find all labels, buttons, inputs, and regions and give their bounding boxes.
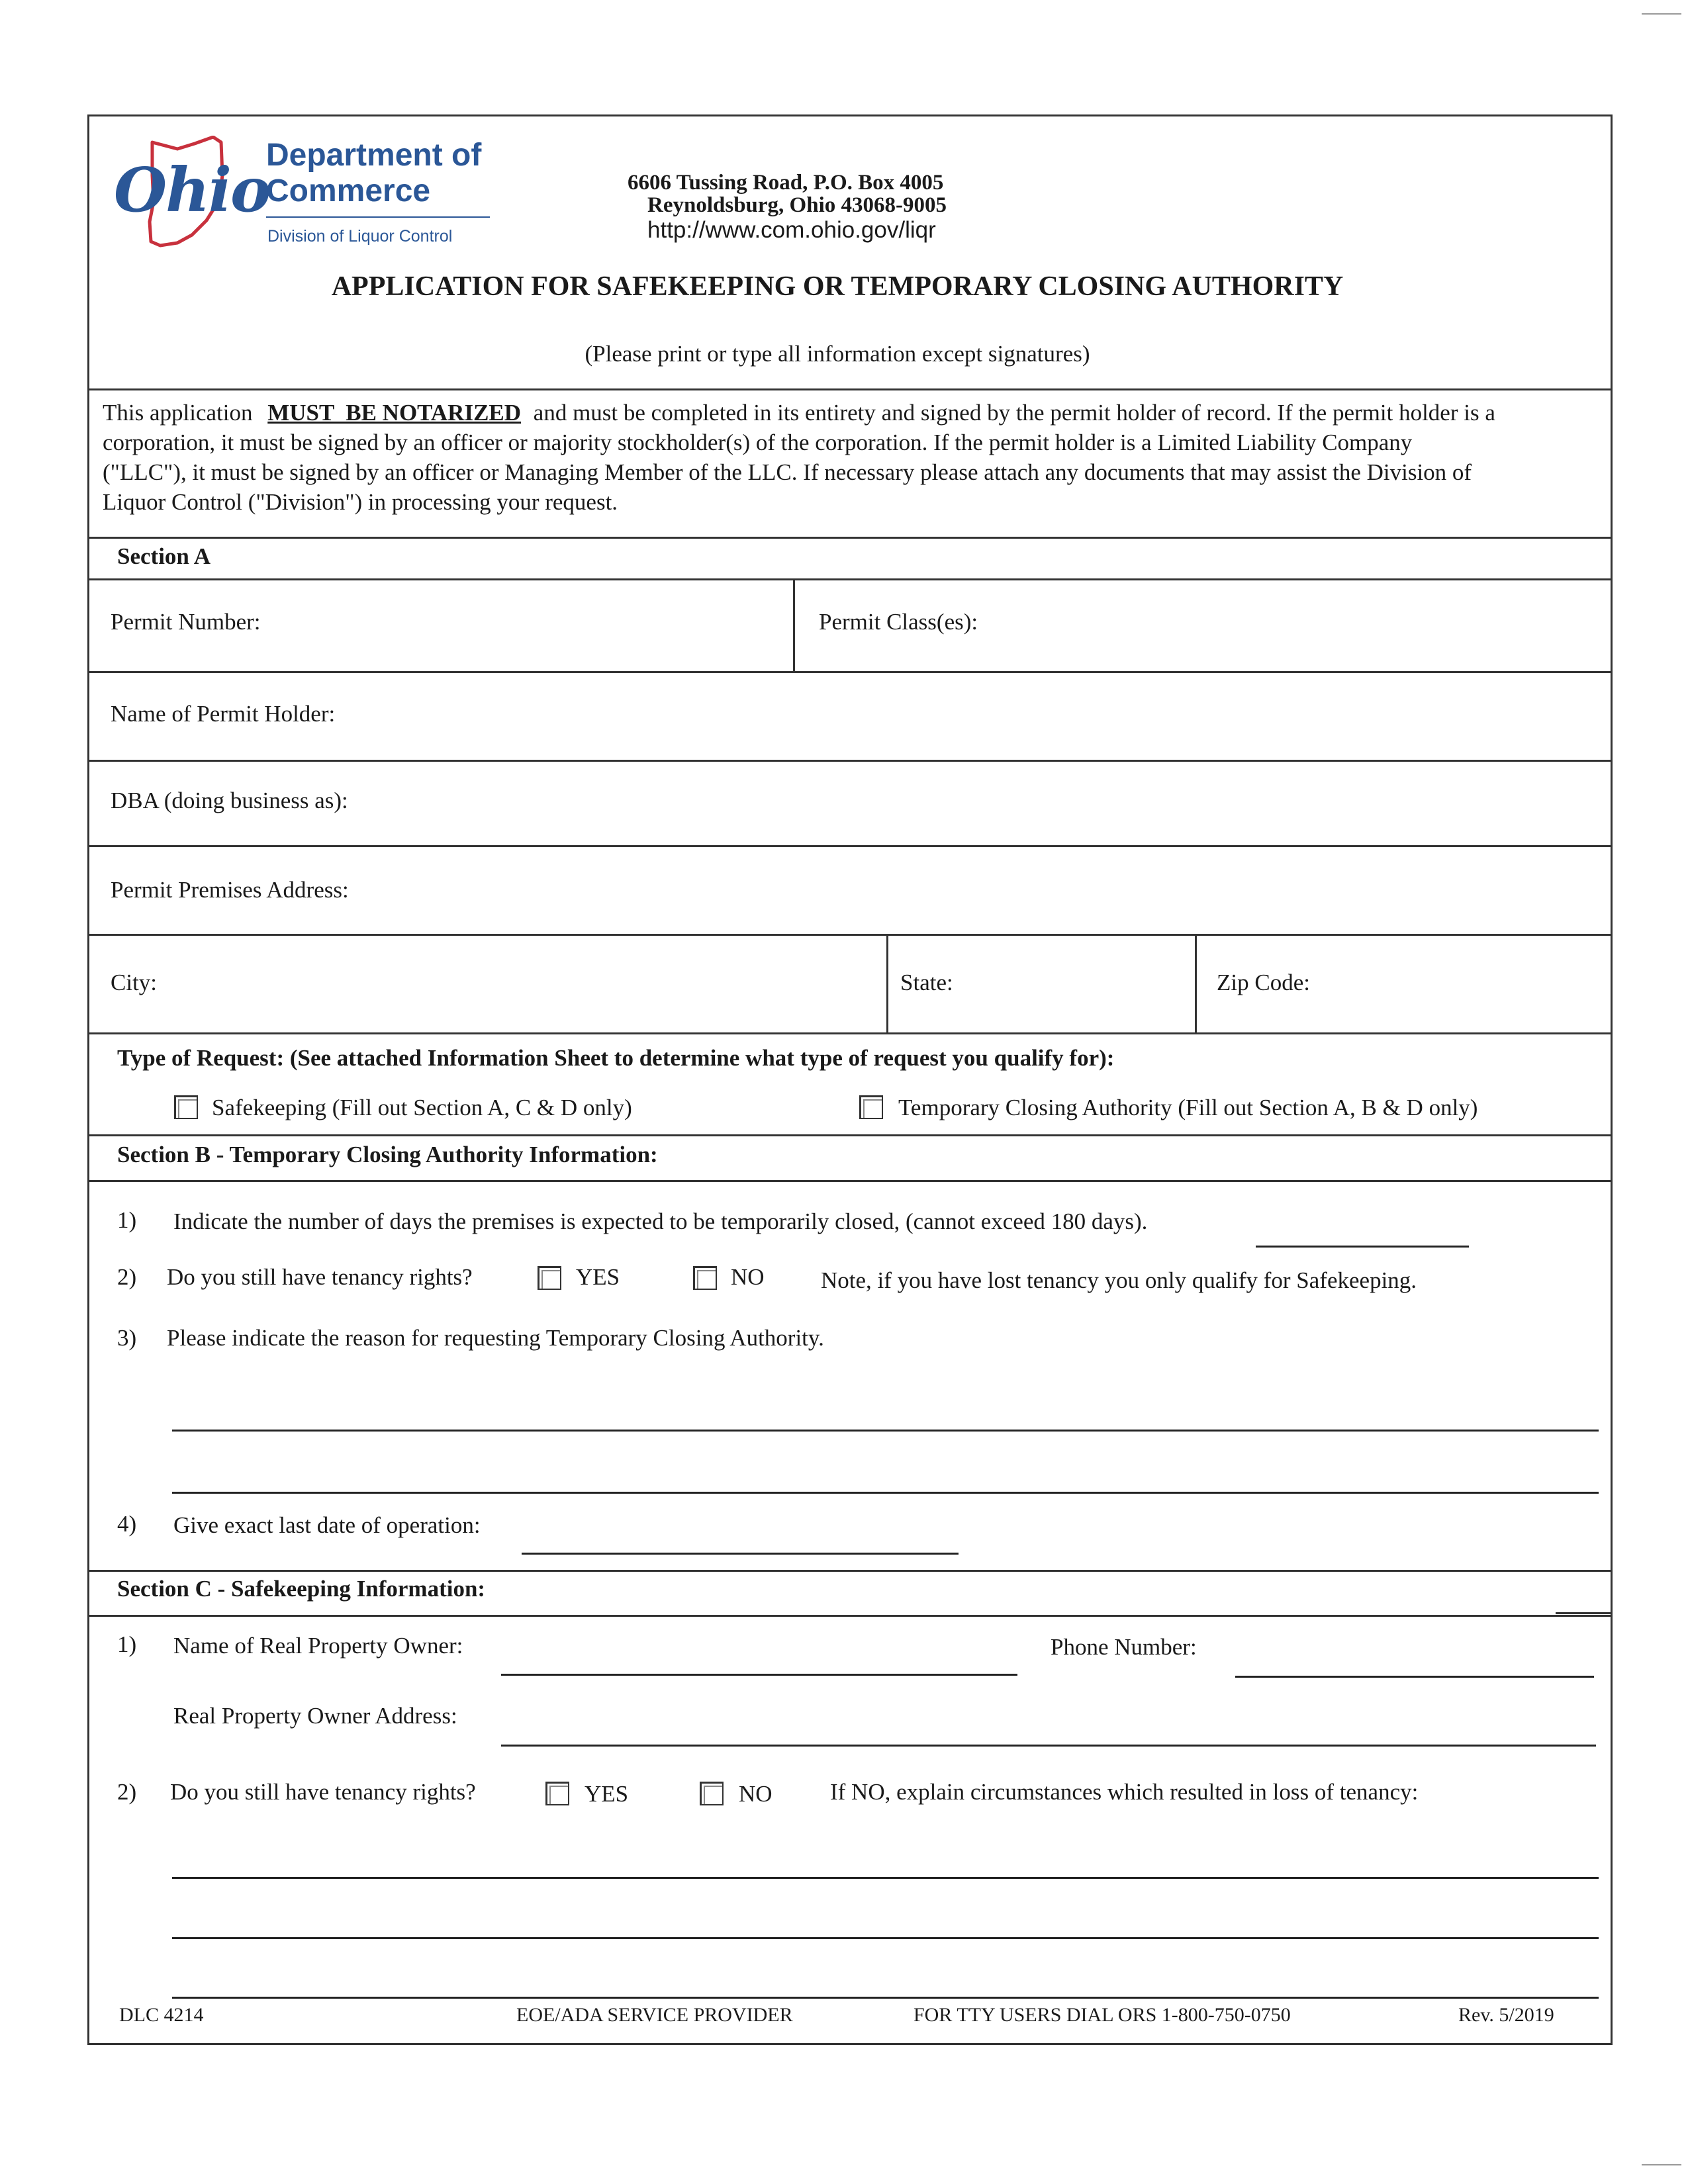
premises-address-field[interactable] [384, 855, 1602, 928]
footer-tty: FOR TTY USERS DIAL ORS 1-800-750-0750 [914, 2004, 1291, 2026]
footer-revision: Rev. 5/2019 [1458, 2004, 1554, 2026]
holder-name-field[interactable] [371, 682, 1602, 754]
page-edge-mark-top [1642, 13, 1681, 15]
page-title: APPLICATION FOR SAFEKEEPING OR TEMPORARY CLOSING AUTHORITY [331, 271, 1344, 302]
intro-line-4: Liquor Control ("Division") in processing your request. [103, 489, 618, 515]
ohio-script-logo: Ohio [114, 154, 270, 226]
zip-code-field[interactable] [1324, 943, 1602, 1029]
divider-section-c-accent [1556, 1612, 1613, 1614]
address-url[interactable]: http://www.com.ohio.gov/liqr [647, 217, 936, 243]
section-b-q3-number: 3) [117, 1325, 137, 1351]
days-closed-input[interactable] [1256, 1246, 1469, 1248]
last-date-input[interactable] [522, 1553, 959, 1555]
divider-city-row [87, 1032, 1613, 1034]
divider-header [87, 388, 1613, 390]
notarized-emphasis: MUST BE NOTARIZED [267, 400, 522, 426]
page-edge-mark-bottom [1642, 2164, 1681, 2165]
section-b-q2-number: 2) [117, 1264, 137, 1290]
divider-dba-row [87, 845, 1613, 847]
divider-section-a [87, 578, 1613, 580]
section-b-q3-text: Please indicate the reason for requesting Temporary Closing Authority. [167, 1325, 824, 1351]
division-label: Division of Liquor Control [267, 227, 453, 246]
owner-address-input[interactable] [501, 1745, 1596, 1747]
intro-line-1 [103, 401, 1495, 424]
divider-permit-row [87, 671, 1613, 673]
divider-section-b [87, 1180, 1613, 1182]
divider-intro [87, 537, 1613, 539]
city-label: City: [111, 970, 158, 995]
dba-field[interactable] [384, 768, 1602, 841]
section-c-yes-label: YES [585, 1781, 629, 1807]
permit-class-field[interactable] [1000, 589, 1602, 662]
section-c-no-label: NO [739, 1781, 773, 1807]
permit-number-field[interactable] [311, 589, 781, 662]
divider-holder-row [87, 760, 1613, 762]
tenancy-explanation-line-1[interactable] [172, 1877, 1599, 1879]
dba-label: DBA (doing business as): [111, 788, 348, 813]
ohio-logo [114, 136, 498, 255]
temporary-closing-label: Temporary Closing Authority (Fill out Section A, B & D only) [898, 1095, 1478, 1120]
address-city: Reynoldsburg, Ohio 43068-9005 [647, 193, 947, 217]
section-a-heading: Section A [117, 543, 211, 569]
address-street: 6606 Tussing Road, P.O. Box 4005 [628, 171, 944, 195]
reason-input-line-1[interactable] [172, 1430, 1599, 1432]
permit-number-label: Permit Number: [111, 609, 261, 635]
section-b-no-label: NO [731, 1264, 765, 1290]
section-c-q1-number: 1) [117, 1631, 137, 1657]
page-subtitle: (Please print or type all information except signatures) [585, 341, 1090, 367]
section-b-q4-number: 4) [117, 1511, 137, 1537]
intro-line-1-rest: and must be completed in its entirety and signed by the permit holder of record. If the permit holder is a [533, 400, 1495, 426]
divider-address-row [87, 934, 1613, 936]
section-b-yes-checkbox[interactable] [538, 1266, 561, 1290]
section-c-yes-checkbox[interactable] [545, 1782, 569, 1805]
section-c-q2-number: 2) [117, 1779, 137, 1805]
section-c-heading: Section C - Safekeeping Information: [117, 1576, 486, 1602]
city-state-divider [886, 934, 888, 1033]
footer-form-id: DLC 4214 [119, 2004, 204, 2026]
owner-name-input[interactable] [501, 1674, 1017, 1676]
section-b-yes-label: YES [576, 1264, 620, 1290]
logo-divider [266, 216, 490, 218]
holder-name-label: Name of Permit Holder: [111, 701, 336, 727]
zip-code-label: Zip Code: [1217, 970, 1310, 995]
section-b-heading: Section B - Temporary Closing Authority Information: [117, 1142, 658, 1167]
state-zip-divider [1195, 934, 1197, 1033]
commerce-label: Commerce [266, 173, 431, 208]
section-c-no-checkbox[interactable] [700, 1782, 724, 1805]
section-c-q2-note: If NO, explain circumstances which resulted in loss of tenancy: [830, 1779, 1419, 1805]
request-type-heading: Type of Request: (See attached Information Sheet to determine what type of request you qualify for): [117, 1045, 1115, 1071]
reason-input-line-2[interactable] [172, 1492, 1599, 1494]
intro-prefix: This application [103, 400, 253, 426]
intro-line-3: ("LLC"), it must be signed by an officer or Managing Member of the LLC. If necessary please attach any documents that may assist the Division of [103, 459, 1472, 485]
section-b-q4-text: Give exact last date of operation: [173, 1512, 481, 1538]
temporary-closing-checkbox[interactable] [859, 1095, 883, 1119]
permit-class-label: Permit Class(es): [819, 609, 978, 635]
section-b-q2-text: Do you still have tenancy rights? [167, 1264, 473, 1290]
owner-address-label: Real Property Owner Address: [173, 1703, 457, 1729]
state-field[interactable] [973, 943, 1185, 1029]
divider-request-type [87, 1134, 1613, 1136]
state-label: State: [900, 970, 953, 995]
section-b-q1-number: 1) [117, 1207, 137, 1233]
divider-section-b-end [87, 1570, 1613, 1572]
section-b-q2-note: Note, if you have lost tenancy you only qualify for Safekeeping. [821, 1267, 1417, 1293]
permit-row-divider [793, 578, 795, 672]
safekeeping-label: Safekeeping (Fill out Section A, C & D only) [212, 1095, 632, 1120]
department-of-label: Department of [266, 138, 482, 173]
footer-eoe: EOE/ADA SERVICE PROVIDER [516, 2004, 793, 2026]
safekeeping-checkbox[interactable] [174, 1095, 198, 1119]
phone-number-label: Phone Number: [1051, 1634, 1197, 1660]
divider-section-c [87, 1615, 1613, 1617]
section-c-q2-text: Do you still have tenancy rights? [170, 1779, 476, 1805]
owner-name-label: Name of Real Property Owner: [173, 1633, 463, 1659]
city-field[interactable] [172, 943, 874, 1029]
premises-address-label: Permit Premises Address: [111, 877, 349, 903]
section-b-no-checkbox[interactable] [693, 1266, 717, 1290]
phone-number-input[interactable] [1235, 1676, 1594, 1678]
section-b-q1-text: Indicate the number of days the premises is expected to be temporarily closed, (cannot exceed 180 days). [173, 1208, 1148, 1234]
tenancy-explanation-line-2[interactable] [172, 1937, 1599, 1939]
intro-line-2: corporation, it must be signed by an officer or majority stockholder(s) of the corporation. If the permit holder is a Limited Liability Company [103, 430, 1413, 455]
tenancy-explanation-line-3[interactable] [172, 1997, 1599, 1999]
